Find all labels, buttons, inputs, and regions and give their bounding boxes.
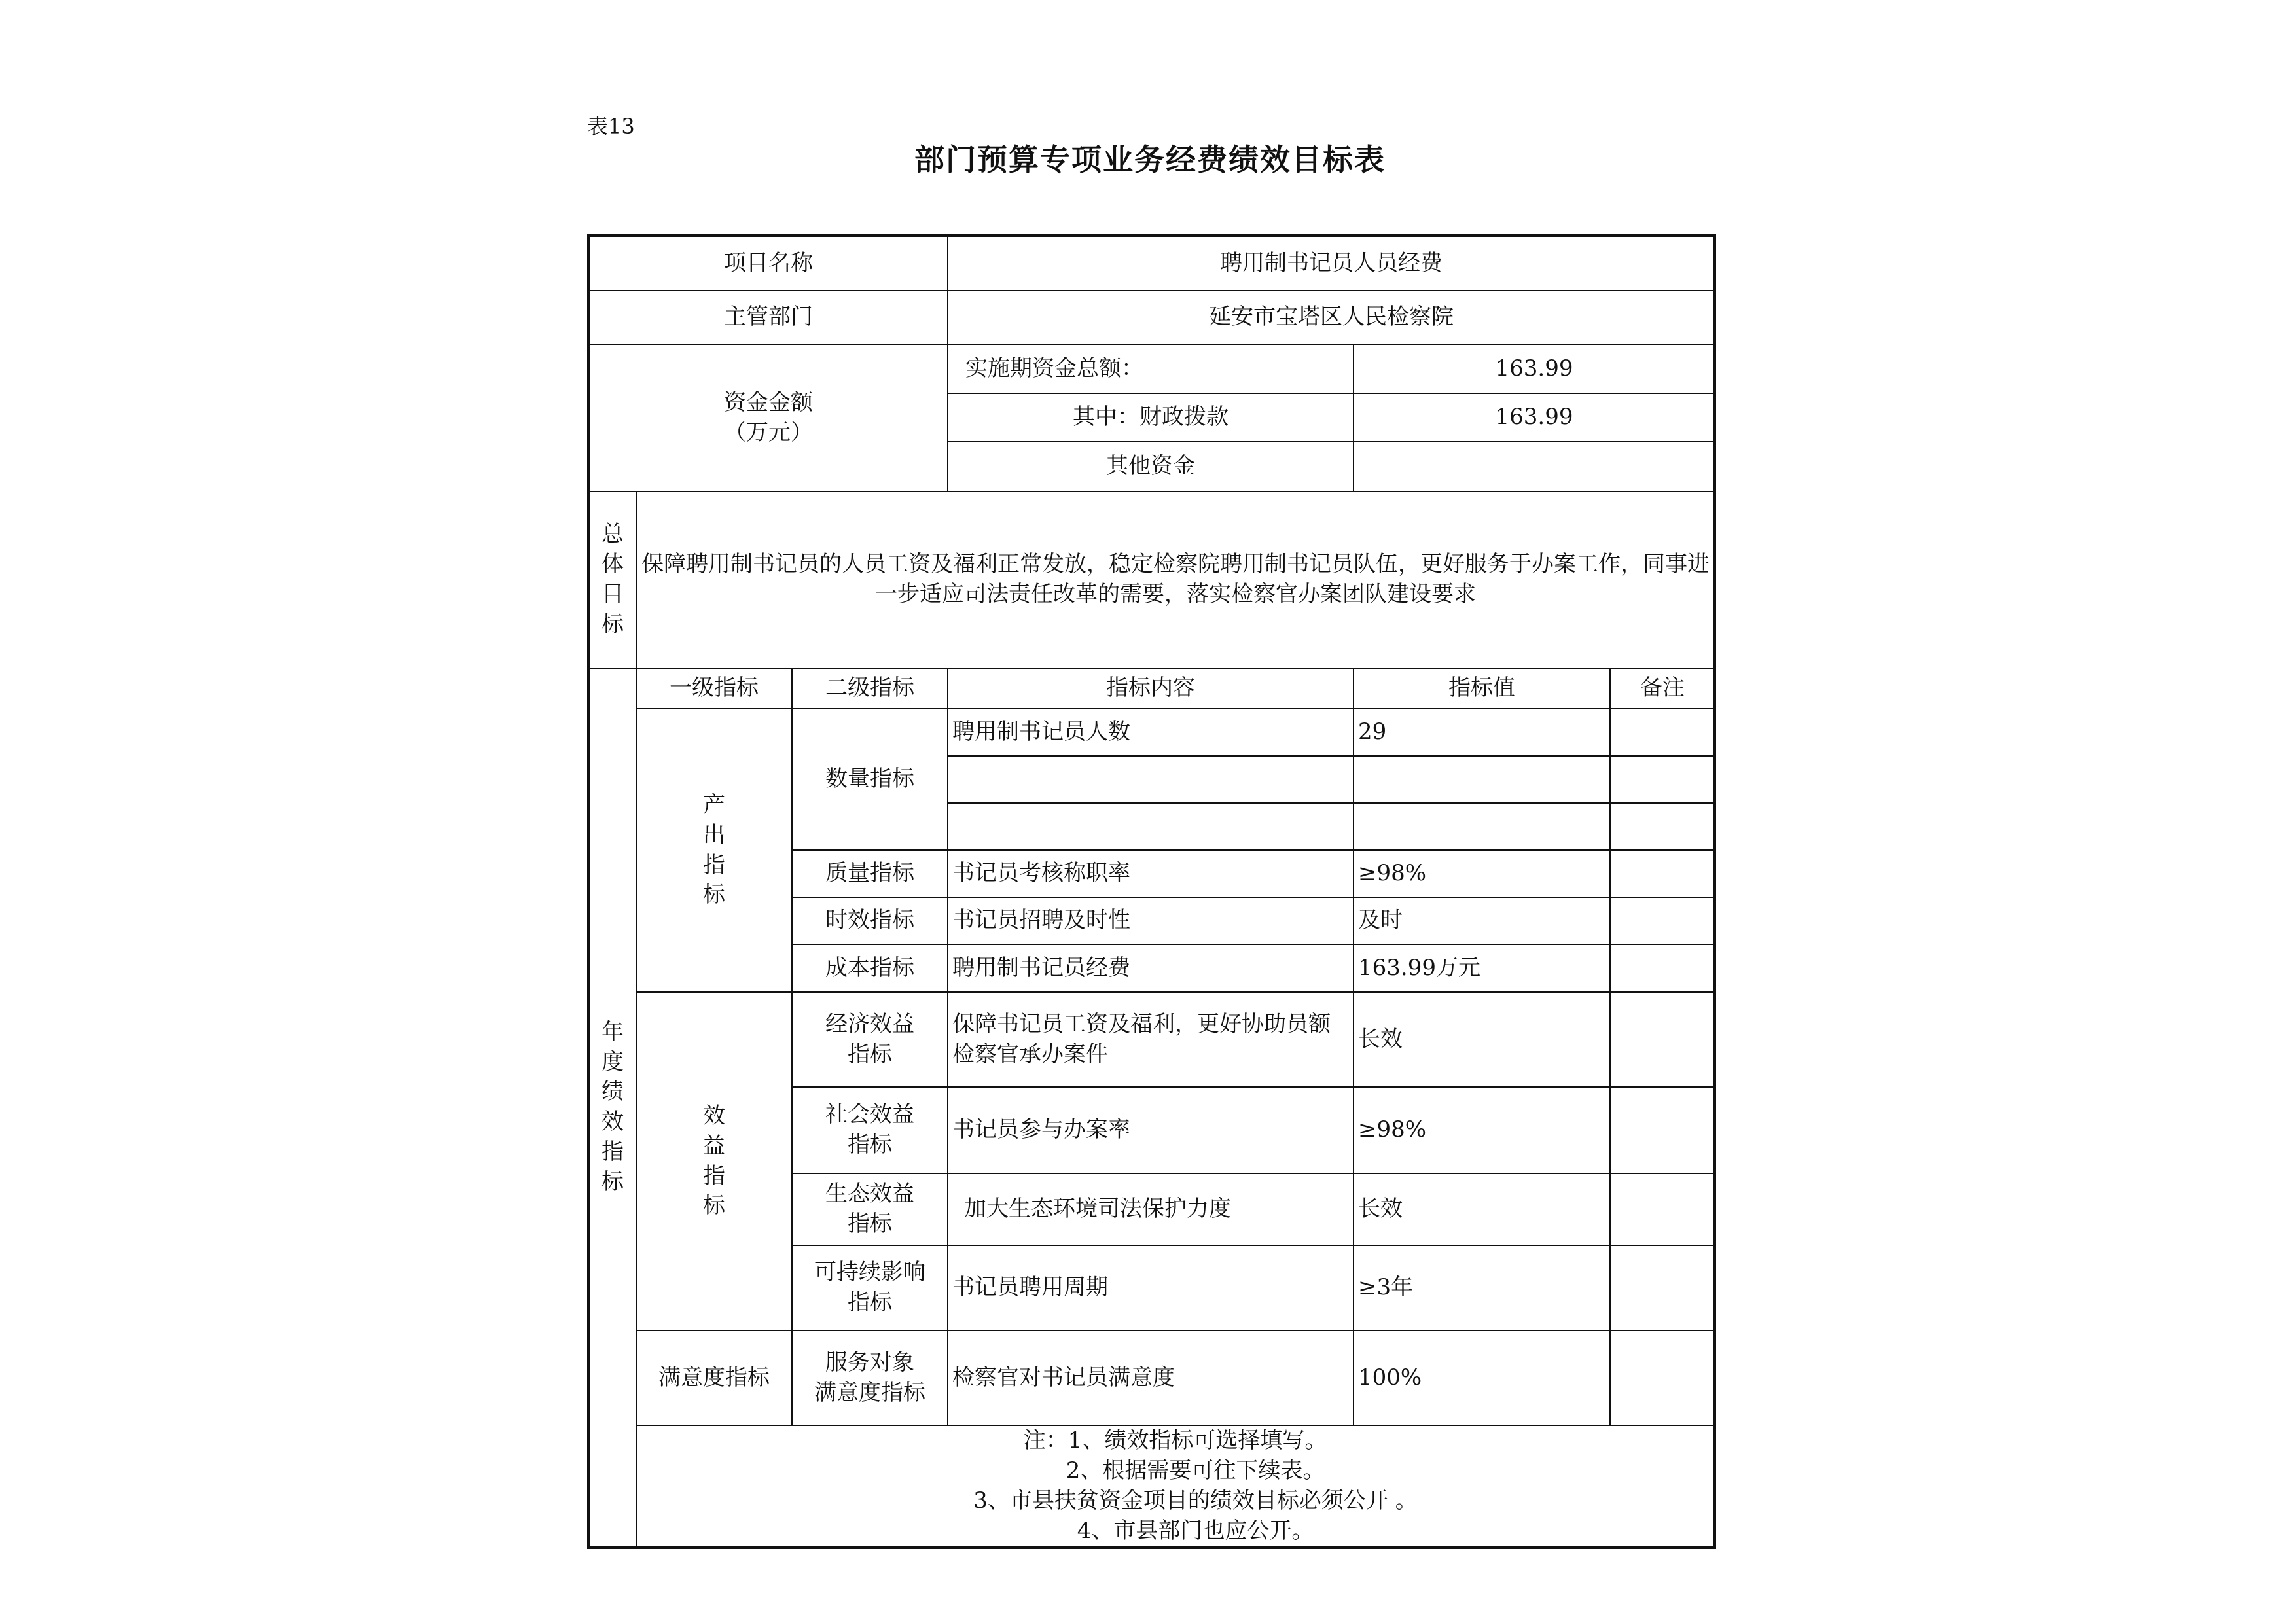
funds-other-value (1354, 442, 1715, 491)
output-label-char: 产 (703, 791, 725, 818)
sustainable-value: ≥3年 (1354, 1245, 1610, 1330)
ecological-indicator-label (792, 1173, 948, 1245)
timeliness-content: 书记员招聘及时性 (948, 897, 1354, 944)
annual-label-char: 度 (601, 1048, 624, 1075)
timeliness-value: 及时 (1354, 897, 1610, 944)
table-row (588, 709, 1715, 756)
table-number: 表13 (587, 114, 635, 139)
annual-label-char: 效 (601, 1109, 624, 1135)
ecological-label-line1: 生态效益 (825, 1181, 914, 1207)
satisfaction-label-line1: 服务对象 (825, 1349, 914, 1376)
performance-target-table (587, 234, 1716, 1549)
benefit-label-char: 效 (703, 1102, 725, 1129)
funds-total-label: 实施期资金总额： (948, 344, 1354, 393)
annual-label-char: 标 (601, 1169, 624, 1196)
overall-goal-row (588, 491, 1715, 668)
funds-label (588, 344, 948, 491)
cost-indicator-label: 成本指标 (792, 944, 948, 992)
annual-performance-label (588, 668, 636, 1548)
funds-total-row (588, 344, 1715, 393)
header-remark: 备注 (1610, 668, 1715, 709)
funds-label-line1: 资金金额 (724, 389, 813, 416)
quantity-value: 29 (1354, 709, 1610, 756)
sustainable-label-line2: 指标 (848, 1289, 892, 1315)
satisfaction-label-line2: 满意度指标 (814, 1379, 925, 1406)
overall-goal-label (588, 491, 636, 668)
project-name-label: 项目名称 (588, 236, 948, 291)
cost-content: 聘用制书记员经费 (948, 944, 1354, 992)
funds-fiscal-value: 163.99 (1354, 393, 1715, 442)
annual-label-char: 年 (601, 1018, 624, 1045)
satisfaction-remark (1610, 1330, 1715, 1425)
cost-value: 163.99万元 (1354, 944, 1610, 992)
social-label-line1: 社会效益 (825, 1101, 914, 1128)
ecological-value: 长效 (1354, 1173, 1610, 1245)
benefit-label-char: 益 (703, 1132, 725, 1159)
quantity-indicator-label: 数量指标 (792, 709, 948, 850)
timeliness-remark (1610, 897, 1715, 944)
economic-label-line1: 经济效益 (825, 1010, 914, 1037)
project-name-value: 聘用制书记员人员经费 (948, 236, 1715, 291)
quality-value: ≥98% (1354, 850, 1610, 897)
ecological-remark (1610, 1173, 1715, 1245)
goal-label-char: 体 (601, 551, 624, 578)
quantity-content (948, 803, 1354, 850)
quality-remark (1610, 850, 1715, 897)
sustainable-label-line1: 可持续影响 (814, 1259, 925, 1286)
indicator-header-row (588, 668, 1715, 709)
goal-label-char: 标 (601, 611, 624, 637)
note-line: 4、市县部门也应公开。 (1077, 1517, 1314, 1544)
note-line: 2、根据需要可往下续表。 (1066, 1457, 1325, 1484)
quality-indicator-label: 质量指标 (792, 850, 948, 897)
satisfaction-content: 检察官对书记员满意度 (948, 1330, 1354, 1425)
economic-indicator-label (792, 992, 948, 1087)
economic-value: 长效 (1354, 992, 1610, 1087)
quantity-remark (1610, 756, 1715, 803)
goal-label-char: 总 (601, 521, 624, 548)
quantity-content: 聘用制书记员人数 (948, 709, 1354, 756)
table-row (588, 1330, 1715, 1425)
timeliness-indicator-label: 时效指标 (792, 897, 948, 944)
header-level2: 二级指标 (792, 668, 948, 709)
funds-fiscal-label: 其中：财政拨款 (948, 393, 1354, 442)
cost-remark (1610, 944, 1715, 992)
quantity-value (1354, 756, 1610, 803)
department-label: 主管部门 (588, 291, 948, 344)
overall-goal-text: 保障聘用制书记员的人员工资及福利正常发放，稳定检察院聘用制书记员队伍，更好服务于办案工作，同事进一步适应司法责任改革的需要，落实检察官办案团队建设要求 (636, 491, 1715, 668)
goal-label-char: 目 (601, 581, 624, 607)
sustainable-remark (1610, 1245, 1715, 1330)
header-level1: 一级指标 (636, 668, 792, 709)
benefit-label-char: 指 (703, 1162, 725, 1189)
funds-other-label: 其他资金 (948, 442, 1354, 491)
satisfaction-sub-label (792, 1330, 948, 1425)
economic-content: 保障书记员工资及福利，更好协助员额检察官承办案件 (948, 992, 1354, 1087)
header-content: 指标内容 (948, 668, 1354, 709)
annual-label-char: 绩 (601, 1079, 624, 1105)
output-label-char: 指 (703, 851, 725, 878)
note-line: 3、市县扶贫资金项目的绩效目标必须公开 。 (973, 1487, 1418, 1514)
output-label-char: 出 (703, 821, 725, 848)
project-name-row (588, 236, 1715, 291)
output-label-char: 标 (703, 882, 725, 908)
sustainable-content: 书记员聘用周期 (948, 1245, 1354, 1330)
funds-label-line2: （万元） (724, 419, 813, 446)
quantity-content (948, 756, 1354, 803)
social-remark (1610, 1087, 1715, 1173)
economic-label-line2: 指标 (848, 1041, 892, 1067)
document-title: 部门预算专项业务经费绩效目标表 (914, 142, 1386, 177)
quality-content: 书记员考核称职率 (948, 850, 1354, 897)
benefit-indicator-label (636, 992, 792, 1330)
output-indicator-label (636, 709, 792, 992)
notes (636, 1425, 1715, 1548)
sustainable-indicator-label (792, 1245, 948, 1330)
economic-remark (1610, 992, 1715, 1087)
satisfaction-indicator-label: 满意度指标 (636, 1330, 792, 1425)
funds-total-value: 163.99 (1354, 344, 1715, 393)
ecological-content: 加大生态环境司法保护力度 (948, 1173, 1354, 1245)
social-label-line2: 指标 (848, 1132, 892, 1158)
satisfaction-value: 100% (1354, 1330, 1610, 1425)
annual-label-char: 指 (601, 1139, 624, 1166)
table-row (588, 992, 1715, 1087)
benefit-label-char: 标 (703, 1192, 725, 1219)
department-value: 延安市宝塔区人民检察院 (948, 291, 1715, 344)
notes-row (588, 1425, 1715, 1548)
quantity-remark (1610, 709, 1715, 756)
note-line: 注：1、绩效指标可选择填写。 (1023, 1427, 1327, 1454)
social-content: 书记员参与办案率 (948, 1087, 1354, 1173)
header-value: 指标值 (1354, 668, 1610, 709)
ecological-label-line2: 指标 (848, 1211, 892, 1237)
quantity-value (1354, 803, 1610, 850)
social-indicator-label (792, 1087, 948, 1173)
quantity-remark (1610, 803, 1715, 850)
social-value: ≥98% (1354, 1087, 1610, 1173)
department-row (588, 291, 1715, 344)
